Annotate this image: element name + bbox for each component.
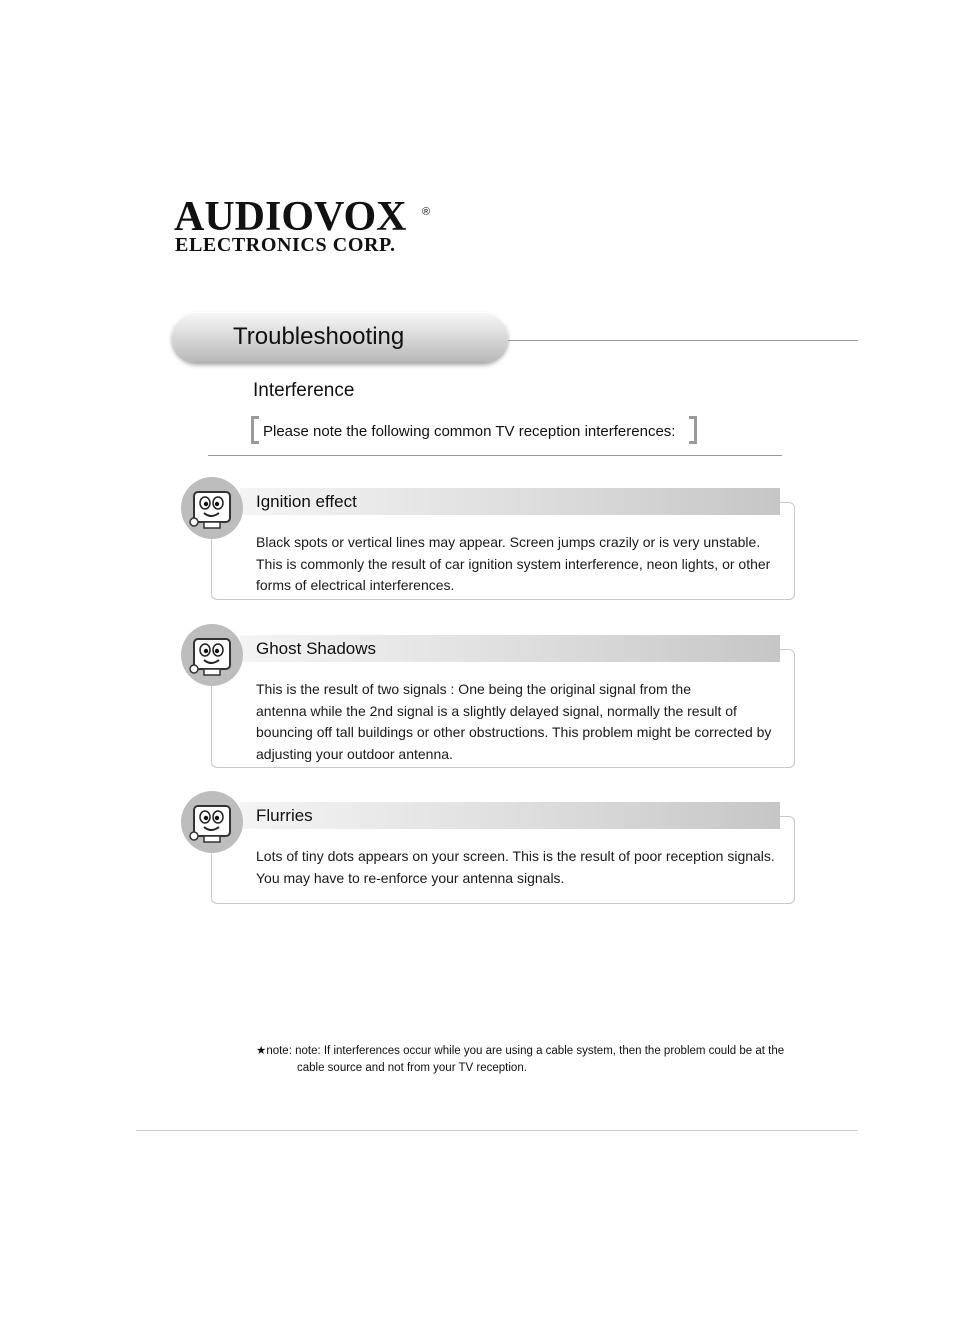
item-title: Flurries xyxy=(256,806,313,825)
tv-mascot-icon xyxy=(180,476,244,540)
item-body-line: forms of electrical interferences. xyxy=(256,577,455,593)
item-body-line: You may have to re-enforce your antenna signals. xyxy=(256,869,565,886)
page-subheading: Interference xyxy=(253,380,355,401)
left-bracket xyxy=(251,416,259,444)
item-title: Ghost Shadows xyxy=(256,639,377,658)
item-body-line: This is commonly the result of car ignition system interference, neon lights, or other xyxy=(256,555,771,572)
item-ignition-effect xyxy=(180,488,796,600)
footer-divider xyxy=(136,1130,858,1131)
item-title: Ignition effect xyxy=(256,492,357,511)
item-body-line: bouncing off tall buildings or other obstructions. This problem might be corrected by xyxy=(256,724,772,740)
right-bracket xyxy=(689,416,697,444)
intro-text: Please note the following common TV reception interferences: xyxy=(263,423,676,440)
item-body xyxy=(256,846,786,889)
tv-mascot-icon xyxy=(180,790,244,854)
footnote xyxy=(256,1043,796,1077)
tv-mascot-icon xyxy=(180,623,244,687)
item-title-bar xyxy=(240,802,780,829)
logo-subtitle: ELECTRONICS CORP. xyxy=(175,234,396,256)
header-divider xyxy=(508,340,858,341)
footnote-text: note: note: If interferences occur while you are using a cable system, then the problem could be at the xyxy=(266,1045,785,1057)
item-body xyxy=(256,532,786,597)
item-body-line: Lots of tiny dots appears on your screen. This is the result of poor reception signals. xyxy=(256,848,775,864)
audiovox-logo xyxy=(174,196,444,266)
item-body-line: Black spots or vertical lines may appear. Screen jumps crazily or is very unstable. xyxy=(256,534,761,550)
item-body-line: adjusting your outdoor antenna. xyxy=(256,745,453,762)
item-body-line: antenna while the 2nd signal is a slightly delayed signal, normally the result of xyxy=(256,702,737,719)
item-body-line: This is the result of two signals : One being the original signal from the xyxy=(256,681,691,697)
logo-wordmark: AUDIOVOX xyxy=(174,194,407,240)
section-header xyxy=(172,312,508,362)
item-flurries xyxy=(180,802,796,906)
intro-divider xyxy=(208,455,782,456)
star-icon: ★ xyxy=(256,1045,267,1057)
footnote-line xyxy=(256,1043,796,1060)
item-body xyxy=(256,679,786,765)
footnote-line: cable source and not from your TV reception. xyxy=(297,1062,527,1074)
item-ghost-shadows xyxy=(180,635,796,769)
registered-mark: ® xyxy=(422,206,431,218)
section-title: Troubleshooting xyxy=(233,323,405,350)
